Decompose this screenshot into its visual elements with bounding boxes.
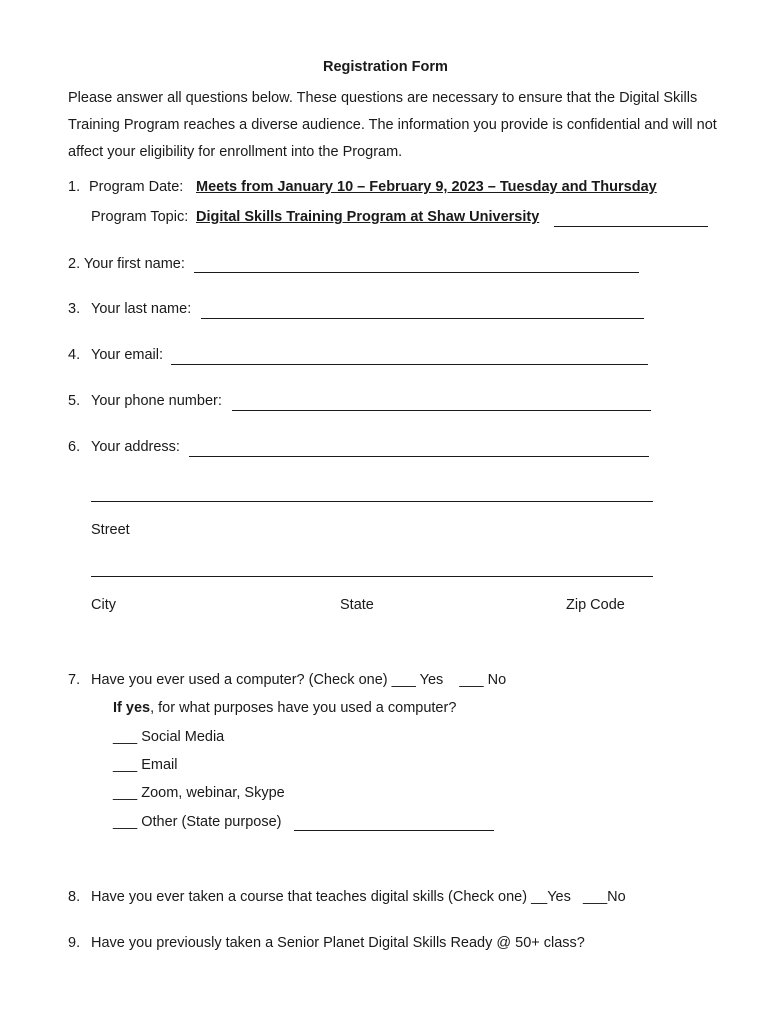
q1-number: 1.	[68, 179, 81, 195]
q7-number: 7.	[68, 672, 81, 688]
option-blank[interactable]: ___	[113, 814, 138, 830]
last-name-label: Your last name:	[91, 301, 192, 317]
option-social-media	[113, 729, 224, 745]
option-label: Email	[141, 757, 178, 773]
computer-yes-blank[interactable]: ___	[391, 672, 416, 688]
street-field[interactable]	[91, 501, 653, 502]
senior-planet-question: Have you previously taken a Senior Planet Digital Skills Ready @ 50+ class?	[91, 935, 585, 951]
option-blank[interactable]: ___	[113, 757, 138, 773]
other-purpose-field[interactable]	[294, 830, 494, 831]
if-yes-line	[113, 700, 456, 716]
if-yes-bold: If yes	[113, 700, 151, 716]
program-date-label: Program Date:	[89, 179, 184, 195]
program-topic-value: Digital Skills Training Program at Shaw University	[196, 209, 540, 225]
zip-code-label: Zip Code	[566, 597, 625, 613]
program-topic-underline	[554, 226, 708, 227]
option-label: Zoom, webinar, Skype	[141, 785, 285, 801]
state-label: State	[340, 597, 374, 613]
street-label: Street	[91, 522, 130, 538]
q4-number: 4.	[68, 347, 81, 363]
phone-field[interactable]	[232, 410, 651, 411]
option-email	[113, 757, 178, 773]
last-name-field[interactable]	[201, 318, 644, 319]
computer-question	[91, 672, 506, 688]
option-label: Other (State purpose)	[141, 814, 282, 830]
option-blank[interactable]: ___	[113, 729, 138, 745]
if-yes-text: , for what purposes have you used a computer?	[150, 700, 457, 716]
first-name-label: 2. Your first name:	[68, 256, 185, 272]
program-topic-label: Program Topic:	[91, 209, 189, 225]
address-field[interactable]	[189, 456, 649, 457]
q9-number: 9.	[68, 935, 81, 951]
computer-no-label: No	[487, 672, 507, 688]
email-label: Your email:	[91, 347, 164, 363]
address-label: Your address:	[91, 439, 180, 455]
option-zoom	[113, 785, 285, 801]
city-label: City	[91, 597, 116, 613]
q6-number: 6.	[68, 439, 81, 455]
course-question-text: Have you ever taken a course that teaches digital skills (Check one)	[91, 889, 528, 905]
form-title: Registration Form	[323, 59, 448, 75]
q8-number: 8.	[68, 889, 81, 905]
first-name-field[interactable]	[194, 272, 639, 273]
course-no-label: No	[607, 889, 626, 905]
phone-label: Your phone number:	[91, 393, 222, 409]
computer-question-text: Have you ever used a computer? (Check one)	[91, 672, 388, 688]
program-date-value: Meets from January 10 – February 9, 2023 – Tuesday and Thursday	[196, 179, 657, 195]
computer-no-blank[interactable]: ___	[459, 672, 484, 688]
course-no-blank[interactable]: ___	[582, 889, 608, 905]
course-yes-blank[interactable]: __	[531, 889, 548, 905]
intro-paragraph: Please answer all questions below. These questions are necessary to ensure that the Digital Skills Training Program reaches a diverse audience. The information you provide is confidential and will not affect your eligibility for enrollment into the Program.	[68, 90, 717, 160]
q5-number: 5.	[68, 393, 81, 409]
option-label: Social Media	[141, 729, 225, 745]
course-question	[91, 889, 626, 905]
q3-number: 3.	[68, 301, 81, 317]
city-state-zip-field[interactable]	[91, 576, 653, 577]
option-other	[113, 814, 281, 830]
computer-yes-label: Yes	[419, 672, 444, 688]
email-field[interactable]	[171, 364, 648, 365]
course-yes-label: Yes	[547, 889, 571, 905]
option-blank[interactable]: ___	[113, 785, 138, 801]
